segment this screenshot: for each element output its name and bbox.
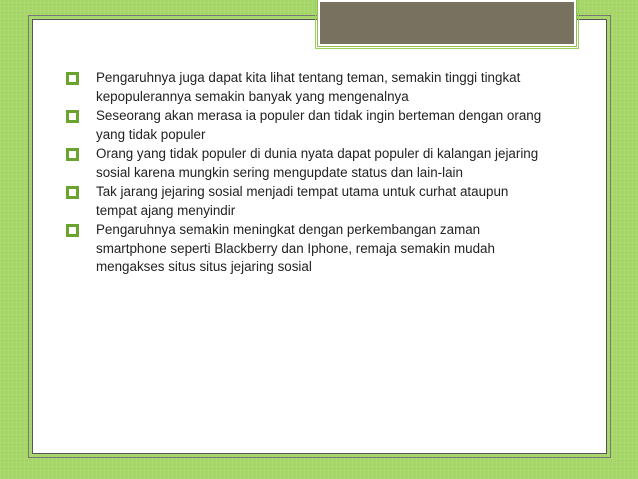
list-item: [66, 221, 546, 277]
list-item: [66, 183, 546, 220]
list-item: [66, 145, 546, 182]
hollow-square-bullet-icon: [66, 186, 79, 199]
bullet-list: [66, 69, 546, 278]
bullet-text: Pengaruhnya semakin meningkat dengan perkembangan zaman smartphone seperti Blackberry dan Iphone, remaja semakin mudah mengakses situs situs jejaring sosial: [96, 222, 495, 274]
bullet-text: Tak jarang jejaring sosial menjadi tempat utama untuk curhat ataupun tempat ajang menyindir: [96, 184, 509, 218]
hollow-square-bullet-icon: [66, 72, 79, 85]
bullet-text: Pengaruhnya juga dapat kita lihat tentang teman, semakin tinggi tingkat kepopulerannya semakin banyak yang mengenalnya: [96, 70, 521, 104]
hollow-square-bullet-icon: [66, 148, 79, 161]
bullet-text: Seseorang akan merasa ia populer dan tidak ingin berteman dengan orang yang tidak populer: [96, 108, 542, 142]
hollow-square-bullet-icon: [66, 110, 79, 123]
list-item: [66, 69, 546, 106]
hollow-square-bullet-icon: [66, 224, 79, 237]
list-item: [66, 107, 546, 144]
title-block: [318, 0, 576, 46]
bullet-text: Orang yang tidak populer di dunia nyata dapat populer di kalangan jejaring sosial karena mungkin sering mengupdate status dan lain-lain: [96, 146, 539, 180]
